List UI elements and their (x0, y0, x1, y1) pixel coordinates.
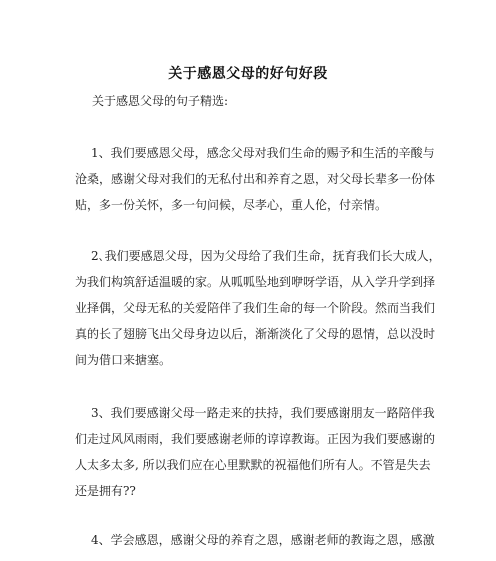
paragraph-line: 真的长了翅膀飞出父母身边以后，渐渐淡化了父母的恩情，总以没时 (75, 327, 436, 341)
paragraph-line: 4、学会感恩，感谢父母的养育之恩，感谢老师的教诲之恩，感激 (91, 533, 435, 547)
paragraph-line: 还是拥有?? (75, 484, 136, 498)
paragraph-line: 间为借口来搪塞。 (75, 353, 172, 367)
paragraph-line: 3、我们要感谢父母一路走来的扶持，我们要感谢朋友一路陪伴我 (91, 406, 435, 420)
intro-text: 关于感恩父母的句子精选: (92, 94, 229, 108)
paragraph-line: 业择偶，父母无私的关爱陪伴了我们生命的每一个阶段。然而当我们 (75, 301, 436, 315)
paragraph-2 (75, 243, 441, 373)
document-title: 关于感恩父母的好句好段 (168, 66, 328, 82)
paragraph-4 (75, 527, 435, 553)
paragraph-line: 沧桑，感谢父母对我们的无私付出和养育之恩，对父母长辈多一份体 (75, 172, 436, 186)
paragraph-3 (75, 400, 436, 504)
paragraph-line: 1、我们要感恩父母，感念父母对我们生命的赐予和生活的辛酸与 (91, 146, 435, 160)
paragraph-line: 2､我们要感恩父母，因为父母给了我们生命，抚育我们长大成人， (91, 249, 441, 263)
paragraph-1 (75, 140, 436, 218)
paragraph-line: 贴，多一份关怀，多一句问候，尽孝心，重人伦，付亲情。 (75, 198, 388, 212)
paragraph-line: 人太多太多, 所以我们应在心里默默的祝福他们所有人。不管是失去 (75, 458, 431, 472)
paragraph-line: 为我们构筑舒适温暖的家。从呱呱坠地到咿呀学语，从入学升学到择 (75, 275, 436, 289)
paragraph-line: 们走过风风雨雨，我们要感谢老师的谆谆教诲。正因为我们要感谢的 (75, 432, 436, 446)
